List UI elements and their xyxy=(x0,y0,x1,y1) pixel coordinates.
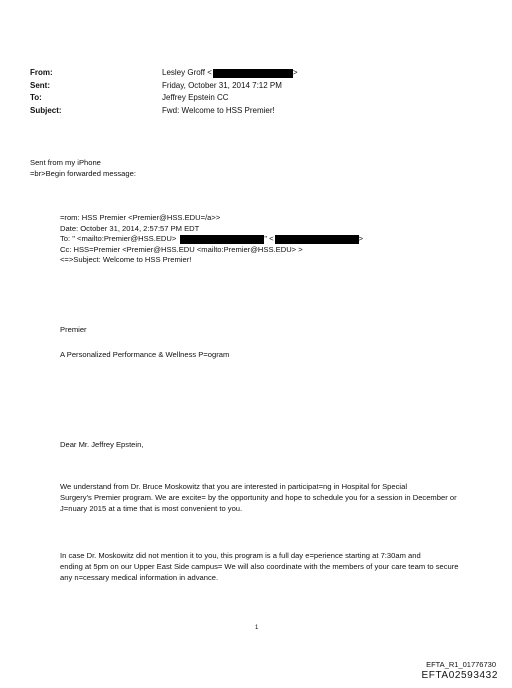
paragraph-line: J=nuary 2015 at a time that is most convenient to you. xyxy=(60,503,243,513)
redaction-bar xyxy=(213,69,293,78)
sent-from-iphone: Sent from my iPhone xyxy=(30,158,101,167)
bates-number-1: EFTA_R1_01776730 xyxy=(426,660,496,669)
paragraph-1 xyxy=(60,482,500,514)
sent-label: Sent: xyxy=(30,80,50,90)
fwd-to xyxy=(60,234,363,245)
redaction-bar xyxy=(275,235,359,244)
from-close: > xyxy=(292,68,298,77)
page-number: 1 xyxy=(255,625,259,631)
paragraph-line: ending at 5pm on our Upper East Side campus= We will also coordinate with the members of your care team to secure xyxy=(60,561,459,571)
intro-block xyxy=(30,158,136,179)
forwarded-header xyxy=(60,213,363,266)
email-header xyxy=(30,67,298,117)
fwd-date: Date: October 31, 2014, 2:57:57 PM EDT xyxy=(60,223,200,233)
sent-value: Friday, October 31, 2014 7:12 PM xyxy=(162,80,282,90)
bates-number-2: EFTA02593432 xyxy=(421,670,498,681)
program-title: A Personalized Performance & Wellness P=ogram xyxy=(60,350,230,359)
fwd-to-mid: " < xyxy=(264,234,274,244)
to-value: Jeffrey Epstein CC xyxy=(162,93,229,102)
begin-forwarded: =br>Begin forwarded message: xyxy=(30,168,136,178)
greeting: Dear Mr. Jeffrey Epstein, xyxy=(60,440,144,449)
to-row xyxy=(30,92,298,105)
from-value: Lesley Groff < xyxy=(162,68,212,77)
paragraph-line: In case Dr. Moskowitz did not mention it to you, this program is a full day e=perience starting at 7:30am and xyxy=(60,551,421,560)
fwd-cc: Cc: HSS=Premier <Premier@HSS.EDU <mailto:Premier@HSS.EDU> > xyxy=(60,244,303,254)
premier-heading: Premier xyxy=(60,325,87,334)
subject-row xyxy=(30,105,298,118)
paragraph-line: Surgery's Premier program. We are excite= by the opportunity and hope to schedule you for a session in December or xyxy=(60,492,457,502)
subject-value: Fwd: Welcome to HSS Premier! xyxy=(162,105,275,115)
from-row xyxy=(30,67,298,80)
fwd-subject: <=>Subject: Welcome to HSS Premier! xyxy=(60,255,192,265)
paragraph-line: We understand from Dr. Bruce Moskowitz that you are interested in participat=ng in Hospital for Special xyxy=(60,482,408,491)
paragraph-line: any n=cessary medical information in advance. xyxy=(60,572,219,582)
redaction-bar xyxy=(180,235,264,244)
from-label: From: xyxy=(30,68,53,77)
fwd-to-prefix: To: " <mailto:Premier@HSS.EDU> xyxy=(60,234,177,244)
to-label: To: xyxy=(30,93,42,102)
subject-label: Subject: xyxy=(30,105,62,115)
paragraph-2 xyxy=(60,551,500,583)
fwd-from: =rom: HSS Premier <Premier@HSS.EDU=/a>> xyxy=(60,213,221,222)
fwd-to-close: > xyxy=(358,234,364,244)
sent-row xyxy=(30,80,298,93)
